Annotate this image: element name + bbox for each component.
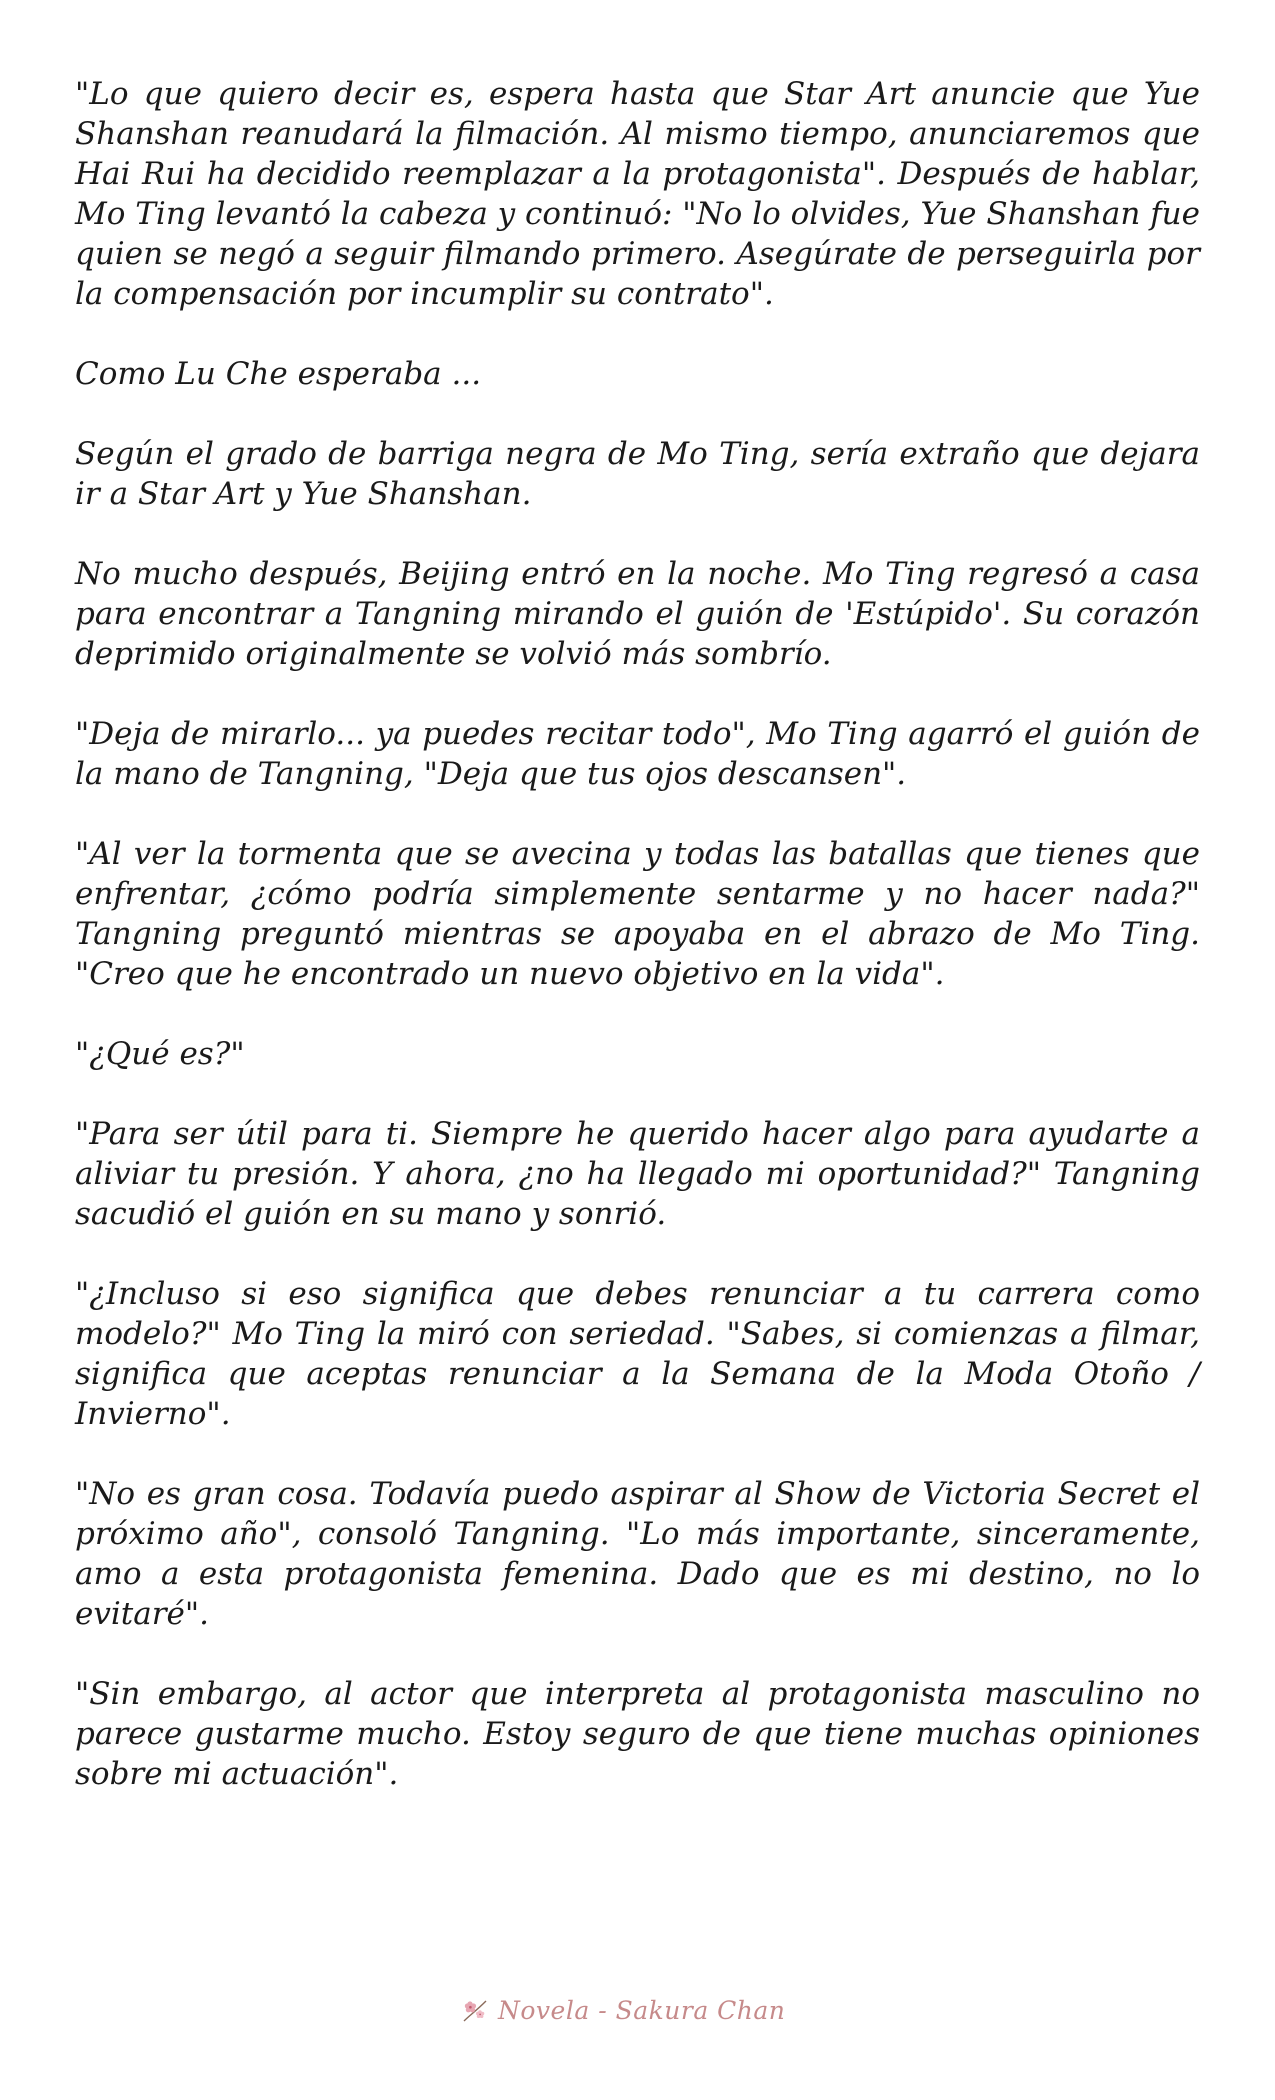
sakura-flower-icon: [460, 1995, 490, 2025]
paragraph: "No es gran cosa. Todavía puedo aspirar al Show de Victoria Secret el próximo año", consoló Tangning. "Lo más importante, sinceramente, amo a esta protagonista femenina. Dado que es mi destino, no lo evitaré".: [75, 1476, 1200, 1632]
story-text: [75, 74, 1200, 1834]
paragraph: "¿Qué es?": [75, 1036, 245, 1072]
paragraph: Según el grado de barriga negra de Mo Ting, sería extraño que dejara ir a Star Art y Yue Shanshan.: [75, 436, 1200, 512]
brand-name: Novela - Sakura Chan: [498, 1995, 786, 2025]
paragraph: "Lo que quiero decir es, espera hasta que Star Art anuncie que Yue Shanshan reanudará la filmación. Al mismo tiempo, anunciaremos que Hai Rui ha decidido reemplazar a la protagonista". Después de hablar, Mo Ting levantó la cabeza y continuó: "No lo olvides, Yue Shanshan fue quien se negó a seguir filmando primero. Asegúrate de perseguirla por la compensación por incumplir su contrato".: [75, 76, 1200, 312]
footer-watermark: [460, 1988, 840, 2032]
paragraph: Como Lu Che esperaba ...: [75, 356, 482, 392]
paragraph: "Deja de mirarlo... ya puedes recitar todo", Mo Ting agarró el guión de la mano de Tangning, "Deja que tus ojos descansen".: [75, 716, 1200, 792]
paragraph: "¿Incluso si eso significa que debes renunciar a tu carrera como modelo?" Mo Ting la miró con seriedad. "Sabes, si comienzas a filmar, significa que aceptas renunciar a la Semana de la Moda Otoño / Invierno".: [75, 1276, 1200, 1432]
paragraph: "Al ver la tormenta que se avecina y todas las batallas que tienes que enfrentar, ¿cómo podría simplemente sentarme y no hacer nada?" Tangning preguntó mientras se apoyaba en el abrazo de Mo Ting. "Creo que he encontrado un nuevo objetivo en la vida".: [75, 836, 1200, 992]
paragraph: "Para ser útil para ti. Siempre he querido hacer algo para ayudarte a aliviar tu presión. Y ahora, ¿no ha llegado mi oportunidad?" Tangning sacudió el guión en su mano y sonrió.: [75, 1116, 1200, 1232]
paragraph: "Sin embargo, al actor que interpreta al protagonista masculino no parece gustarme mucho. Estoy seguro de que tiene muchas opiniones sobre mi actuación".: [75, 1676, 1200, 1792]
paragraph: No mucho después, Beijing entró en la noche. Mo Ting regresó a casa para encontrar a Tangning mirando el guión de 'Estúpido'. Su corazón deprimido originalmente se volvió más sombrío.: [75, 556, 1200, 672]
